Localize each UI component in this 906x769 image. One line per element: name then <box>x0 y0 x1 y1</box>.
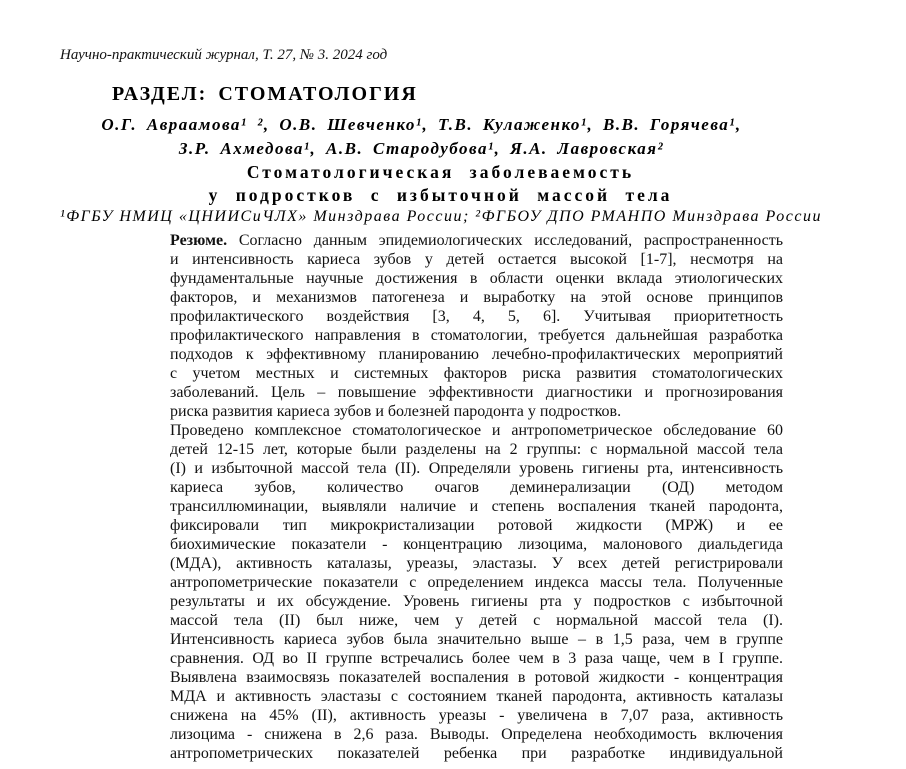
text-line: Резюме. Согласно данным эпидемиологических исследований, распространенность <box>170 232 783 249</box>
text-line: антропометрические показатели с определением индекса массы тела. Полученные <box>170 574 783 591</box>
text-line: кариеса зубов, количество очагов деминерализации (ОД) методом <box>170 479 783 496</box>
text-line: фиксировали тип микрокристализации ротовой жидкости (МРЖ) и ее <box>170 517 783 534</box>
text-line: снижена на 45% (II), активность уреазы - увеличена в 7,07 раза, активность <box>170 707 783 724</box>
authors-line-1: О.Г. Авраамова¹ ², О.В. Шевченко¹, Т.В. Кулаженко¹, В.В. Горячева¹, <box>101 115 742 134</box>
section-heading: РАЗДЕЛ: СТОМАТОЛОГИЯ <box>112 83 418 105</box>
text-line: и интенсивность кариеса зубов у детей остается высокой [1-7], несмотря на <box>170 251 783 268</box>
text-line: массой тела (II) был ниже, чем у детей с нормальной массой тела (I). <box>170 612 783 629</box>
article-title <box>60 161 783 207</box>
text-line: с учетом местных и системных факторов риска развития стоматологических <box>170 365 783 382</box>
paragraph <box>170 421 783 763</box>
text-line: сравнения. ОД во II группе встречались более чем в 3 раза чаще, чем в I группе. <box>170 650 783 667</box>
title-line-1: Стоматологическая заболеваемость <box>246 162 635 182</box>
title-line-2: у подростков с избыточной массой тела <box>208 185 673 205</box>
text-line: трансиллюминации, выявляли наличие и степень воспаления тканей пародонта, <box>170 498 783 515</box>
abstract-body <box>170 231 783 763</box>
text-line: результаты и их обсуждение. Уровень гигиены рта у подростков с избыточной <box>170 593 783 610</box>
authors-block <box>60 113 783 161</box>
paragraph <box>170 231 783 421</box>
text-line: факторов, и механизмов патогенеза и выработку на этой основе принципов <box>170 289 783 306</box>
text-line: подходов к эффективному планированию лечебно-профилактических мероприятий <box>170 346 783 363</box>
lead-bold: Резюме. <box>170 232 228 249</box>
authors-line-2: З.Р. Ахмедова¹, А.В. Стародубова¹, Я.А. Лавровская² <box>178 139 665 158</box>
text-line: риска развития кариеса зубов и болезней пародонта у подростков. <box>170 403 622 420</box>
text-line: фундаментальные научные достижения в области оценки вклада этиологических <box>170 270 783 287</box>
text-line: профилактического воздействия [3, 4, 5, 6]. Учитывая приоритетность <box>170 308 783 325</box>
text-line: биохимические показатели - концентрацию лизоцима, малонового диальдегида <box>170 536 783 553</box>
text-line: (МДА), активность каталазы, уреазы, эластазы. У всех детей регистрировали <box>170 555 783 572</box>
journal-header: Научно-практический журнал, Т. 27, № 3. 2024 год <box>60 47 388 63</box>
text-line: Интенсивность кариеса зубов была значительно выше – в 1,5 раза, чем в группе <box>170 631 783 648</box>
text-line: заболеваний. Цель – повышение эффективности диагностики и прогнозирования <box>170 384 783 401</box>
text-line: Проведено комплексное стоматологическое и антропометрическое обследование 60 <box>170 422 783 439</box>
text-line: детей 12-15 лет, которые были разделены на 2 группы: с нормальной массой тела <box>170 441 783 458</box>
text-line: лизоцима - снижена в 2,6 раза. Выводы. Определена необходимость включения <box>170 726 783 743</box>
text-line: Выявлена взаимосвязь показателей воспаления в ротовой жидкости - концентрация <box>170 669 783 686</box>
text-line: антропометрических показателей ребенка при разработке индивидуальной <box>170 745 783 762</box>
text-line: МДА и активность эластазы с состоянием тканей пародонта, активность каталазы <box>170 688 783 705</box>
affiliation-line: ¹ФГБУ НМИЦ «ЦНИИСиЧЛХ» Минздрава России; ²ФГБОУ ДПО РМАНПО Минздрава России <box>60 208 822 225</box>
text-line: (I) и избыточной массой тела (II). Определяли уровень гигиены рта, интенсивность <box>170 460 783 477</box>
text-line: профилактического направления в стоматологии, требуется дальнейшая разработка <box>170 327 783 344</box>
